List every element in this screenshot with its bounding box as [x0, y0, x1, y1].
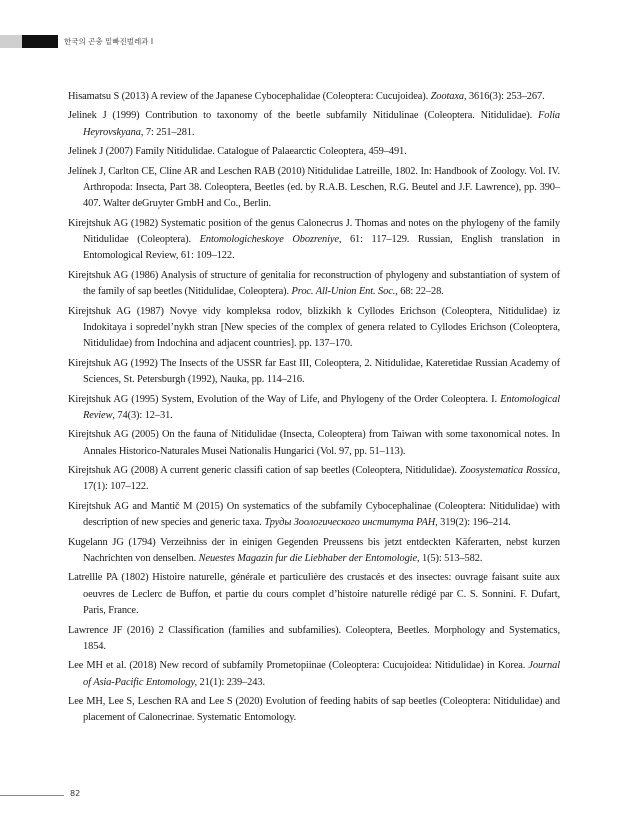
- reference-entry: Kirejtshuk AG (1987) Novye vidy kompleksa rodov, blizkikh k Cyllodes Erichson (Coleoptera, Nitidulidae) iz Indokitaya i sopredel’nykh stran [New species of the complex of genera related to Cyllodes Erichson (Coleoptera, Nitidulidae) from Indochina and adjacent countries]. pp. 137–170.: [68, 305, 560, 350]
- reference-entry: Lee MH et al. (2018) New record of subfamily Prometopiinae (Coleoptera: Cucujoidea: Nitidulidae) in Korea. Journal of Asia-Pacific Entomology, 21(1): 239–243.: [68, 660, 560, 688]
- reference-entry: Kirejtshuk AG (2005) On the fauna of Nitidulidae (Insecta, Coleoptera) from Taiwan with some taxonomical notes. In Annales Historico-Naturales Musei Nationalis Hungarici (Vol. 97, pp. 51–113).: [68, 429, 560, 457]
- header-black-bar: [22, 35, 58, 48]
- reference-entry: Kirejtshuk AG (1986) Analysis of structure of genitalia for reconstruction of phylogeny and substantiation of system of the family of sap beetles (Nitidulidae, Coleoptera). Proc. All-Union Ent. Soc., 68: 22–28.: [68, 269, 560, 298]
- reference-entry: Lawrence JF (2016) 2 Classification (families and subfamilies). Coleoptera, Beetles. Morphology and Systematics, 1854.: [68, 624, 560, 652]
- reference-entry: Jelínek J, Carlton CE, Cline AR and Leschen RAB (2010) Nitidulidae Latreille, 1802. In: Handbook of Zoology. Vol. IV. Arthropoda: Insecta, Part 38. Coleoptera, Beetles (ed. by R.A.B. Leschen, R.G. Beutel and J.F. Lawrence), pp. 390–407. Walter deGruyter GmbH and Co., Berlin.: [68, 165, 560, 210]
- header-text: 한국의 곤충 밑빠진벌레과 I: [64, 37, 154, 46]
- reference-entry: Latrellle PA (1802) Histoire naturelle, générale et particulière des crustacés et des insectes: ouvrage faisant suite aux oeuvres de Leclerc de Buffon, et partie du cours complet d’histoire naturelle rédigé par C. S. Sonnini. F. Dufart, Paris, France.: [68, 572, 560, 617]
- reference-entry: Kirejtshuk AG (2008) A current generic classifi cation of sap beetles (Coleoptera, Nitidulidae). Zoosystematica Rossica, 17(1): 107–122.: [68, 465, 560, 493]
- reference-entry: Lee MH, Lee S, Leschen RA and Lee S (2020) Evolution of feeding habits of sap beetles (Coleoptera: Nitidulidae) and placement of Calonecrinae. Systematic Entomology.: [68, 696, 560, 724]
- reference-entry: Kirejtshuk AG (1995) System, Evolution of the Way of Life, and Phylogeny of the Order Coleoptera. I. Entomological Review, 74(3): 12–31.: [68, 393, 560, 421]
- reference-list: [68, 89, 560, 730]
- reference-entry: Jelinek J (1999) Contribution to taxonomy of the beetle subfamily Nitidulinae (Coleoptera. Nitidulidae). Folia Heyrovskyana, 7: 251–281.: [68, 110, 560, 138]
- footer-rule: [0, 795, 64, 796]
- reference-entry: Hisamatsu S (2013) A review of the Japanese Cybocephalidae (Coleoptera: Cucujoidea). Zootaxa, 3616(3): 253–267.: [68, 91, 545, 102]
- reference-entry: Kugelann JG (1794) Verzeihniss der in einigen Gegenden Preussens bis jetzt entdeckten Käferarten, nebst kurzen Nachrichten von denselben. Neuestes Magazin fur die Liebhaber der Entomologie, 1(5): 513–582.: [68, 536, 560, 564]
- reference-entry: Kirejtshuk AG and Mantič M (2015) On systematics of the subfamily Cybocephalinae (Coleoptera: Nitidulidae) with description of new species and generic taxa. Труды Зоологического института РАН, 319(2): 196–214.: [68, 500, 560, 529]
- reference-entry: Kirejtshuk AG (1992) The Insects of the USSR far East III, Coleoptera, 2. Nitidulidae, Kateretidae Russian Academy of Sciences, St. Petersburgh (1992), Nauka, pp. 114–216.: [68, 357, 560, 386]
- running-header: [0, 35, 637, 48]
- header-grey-bar: [0, 35, 22, 48]
- page-number: 82: [70, 789, 81, 798]
- reference-entry: Jelinek J (2007) Family Nitidulidae. Catalogue of Palaearctic Coleoptera, 459–491.: [68, 146, 407, 158]
- reference-entry: Kirejtshuk AG (1982) Systematic position of the genus Calonecrus J. Thomas and notes on the phylogeny of the family Nitidulidae (Coleoptera). Entomologicheskoye Obozreniye, 61: 117–129. Russian, English translation in Entomological Review, 61: 109–122.: [68, 217, 560, 262]
